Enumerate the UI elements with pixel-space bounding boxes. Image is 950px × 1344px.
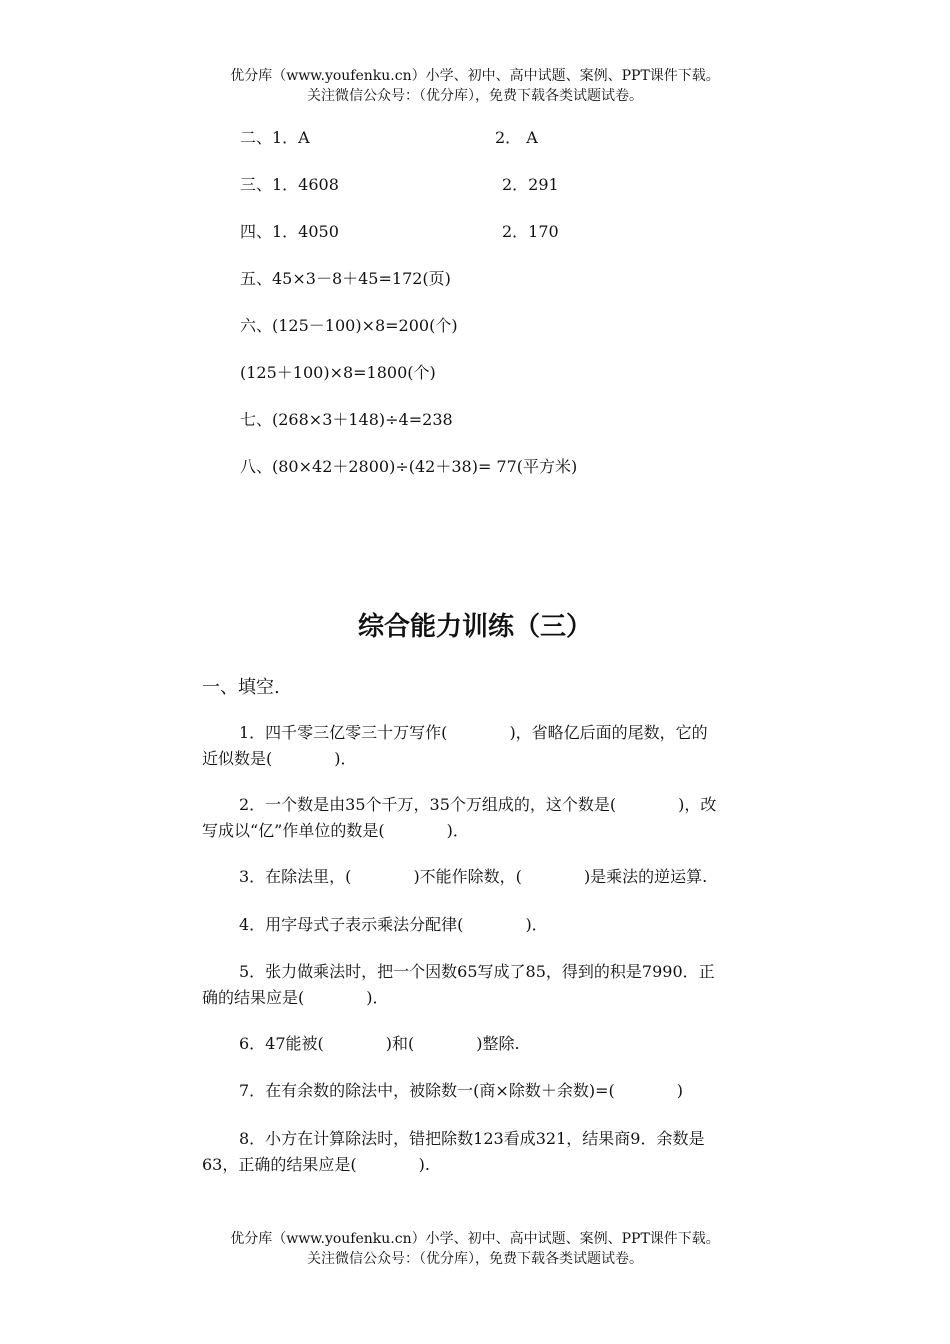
footer-line-2: 关注微信公众号：（优分库），免费下载各类试题试卷。: [307, 1251, 643, 1267]
page-header: [0, 66, 950, 106]
header-line-2: 关注微信公众号：（优分库），免费下载各类试题试卷。: [307, 88, 643, 104]
section-heading: 一、填空.: [202, 677, 280, 698]
answer-san: [240, 174, 559, 196]
q7-text-a: 7．在有余数的除法中，被除数一(商×除数＋余数)=(: [239, 1081, 615, 1100]
question-4: [202, 912, 807, 938]
q2-text-b: )，改: [678, 795, 717, 814]
answer-liu-b: (125＋100)×8=1800(个): [240, 363, 436, 382]
q3-text-b: )不能作除数，(: [413, 867, 522, 886]
q5-text-c: )．: [366, 988, 389, 1007]
q5-text-b: 确的结果应是(: [202, 988, 305, 1007]
answer-si-1: 四、1．4050: [240, 222, 339, 241]
q8-text-a: 8．小方在计算除法时，错把除数123看成321，结果商9．余数是: [239, 1129, 705, 1148]
question-1: [202, 720, 807, 772]
q6-text-c: )整除.: [476, 1034, 520, 1053]
answer-wu: 五、45×3－8＋45=172(页): [240, 269, 451, 288]
exercise-title: 综合能力训练（三）: [357, 612, 592, 642]
q3-text-a: 3．在除法里，(: [239, 867, 352, 886]
answer-san-1: 三、1．4608: [240, 175, 339, 194]
answer-si-2: 2．170: [502, 222, 559, 241]
q6-text-b: )和(: [385, 1034, 415, 1053]
q4-text-a: 4．用字母式子表示乘法分配律(: [239, 915, 464, 934]
answer-er: [240, 127, 538, 149]
q7-text-b: ): [676, 1081, 683, 1100]
q1-text-d: )．: [334, 749, 357, 768]
question-5: [202, 959, 807, 1011]
question-8: [202, 1126, 807, 1178]
q4-text-b: )．: [525, 915, 548, 934]
header-line-1: 优分库（www.youfenku.cn）小学、初中、高中试题、案例、PPT课件下载。: [230, 68, 720, 84]
question-3: [202, 864, 807, 890]
answer-er-1: 二、1．A: [240, 128, 310, 147]
q8-text-c: ).: [418, 1155, 430, 1174]
q8-text-b: 63，正确的结果应是(: [202, 1155, 357, 1174]
q1-text-a: 1．四千零三亿零三十万写作(: [239, 723, 448, 742]
q5-text-a: 5．张力做乘法时，把一个因数65写成了85，得到的积是7990．正: [239, 962, 715, 981]
question-7: [202, 1078, 807, 1104]
q1-text-c: 近似数是(: [202, 749, 273, 768]
q1-text-b: )，省略亿后面的尾数，它的: [509, 723, 708, 742]
answer-liu-a: 六、(125－100)×8=200(个): [240, 316, 458, 335]
q6-text-a: 6．47能被(: [239, 1034, 324, 1053]
q2-text-c: 写成以“亿”作单位的数是(: [202, 821, 385, 840]
answer-er-2: 2． A: [495, 128, 538, 147]
page-footer: [0, 1229, 950, 1269]
q2-text-a: 2．一个数是由35个千万，35个万组成的，这个数是(: [239, 795, 617, 814]
question-6: [202, 1031, 807, 1057]
answer-san-2: 2．291: [502, 175, 559, 194]
answer-si: [240, 221, 559, 243]
footer-line-1: 优分库（www.youfenku.cn）小学、初中、高中试题、案例、PPT课件下载。: [230, 1231, 720, 1247]
q3-text-c: )是乘法的逆运算.: [583, 867, 708, 886]
answer-qi: 七、(268×3＋148)÷4=238: [240, 410, 453, 429]
question-2: [202, 792, 807, 844]
answer-ba: 八、(80×42＋2800)÷(42＋38)= 77(平方米): [240, 457, 578, 476]
q2-text-d: )．: [446, 821, 469, 840]
